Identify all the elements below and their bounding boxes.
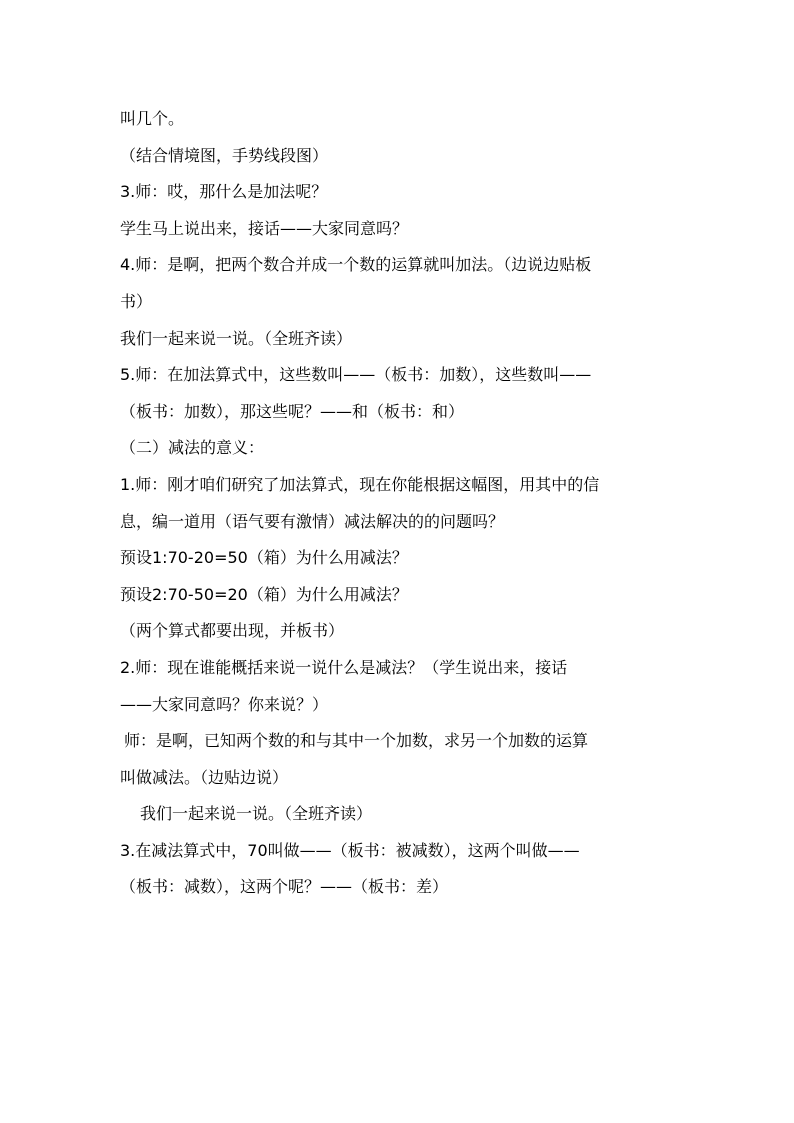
text-line-20: 我们一起来说一说。（全班齐读） [140, 804, 373, 824]
text-line-1: 叫几个。 [120, 109, 185, 128]
text-line-6: 书） [120, 291, 153, 311]
text-line-18: 师：是啊，已知两个数的和与其中一个加数，求另一个加数的运算 [124, 731, 589, 751]
text-line-3: 3.师：哎，那什么是加法呢？ [120, 182, 328, 202]
text-line-7: 我们一起来说一说。（全班齐读） [120, 328, 353, 348]
section-heading: （二）减法的意义： [120, 438, 265, 458]
text-line-12: 息，编一道用（语气要有激情）减法解决的的问题吗？ [120, 511, 505, 531]
text-line-13: 预设1:70-20=50（箱）为什么用减法？ [120, 548, 408, 568]
text-line-17: ——大家同意吗？你来说？） [120, 694, 329, 714]
text-line-19: 叫做减法。（边贴边说） [120, 767, 289, 787]
text-line-11: 1.师：刚才咱们研究了加法算式，现在你能根据这幅图，用其中的信 [120, 474, 600, 494]
text-line-5: 4.师：是啊，把两个数合并成一个数的运算就叫加法。（边说边贴板 [120, 255, 592, 275]
text-line-9: （板书：加数），那这些呢？——和（板书：和） [120, 401, 465, 421]
text-line-15: （两个算式都要出现，并板书） [120, 621, 345, 641]
document-body [120, 101, 680, 906]
text-line-14: 预设2:70-50=20（箱）为什么用减法？ [120, 584, 408, 604]
text-line-21: 3.在减法算式中，70叫做——（板书：被减数），这两个叫做—— [120, 840, 580, 860]
text-line-16: 2.师：现在谁能概括来说一说什么是减法？（学生说出来，接话 [120, 657, 568, 677]
text-line-8: 5.师：在加法算式中，这些数叫——（板书：加数），这些数叫—— [120, 365, 592, 385]
text-line-22: （板书：减数），这两个呢？——（板书：差） [120, 877, 449, 897]
text-line-4: 学生马上说出来，接话——大家同意吗？ [120, 218, 409, 238]
text-line-2: （结合情境图，手势线段图） [120, 145, 329, 165]
